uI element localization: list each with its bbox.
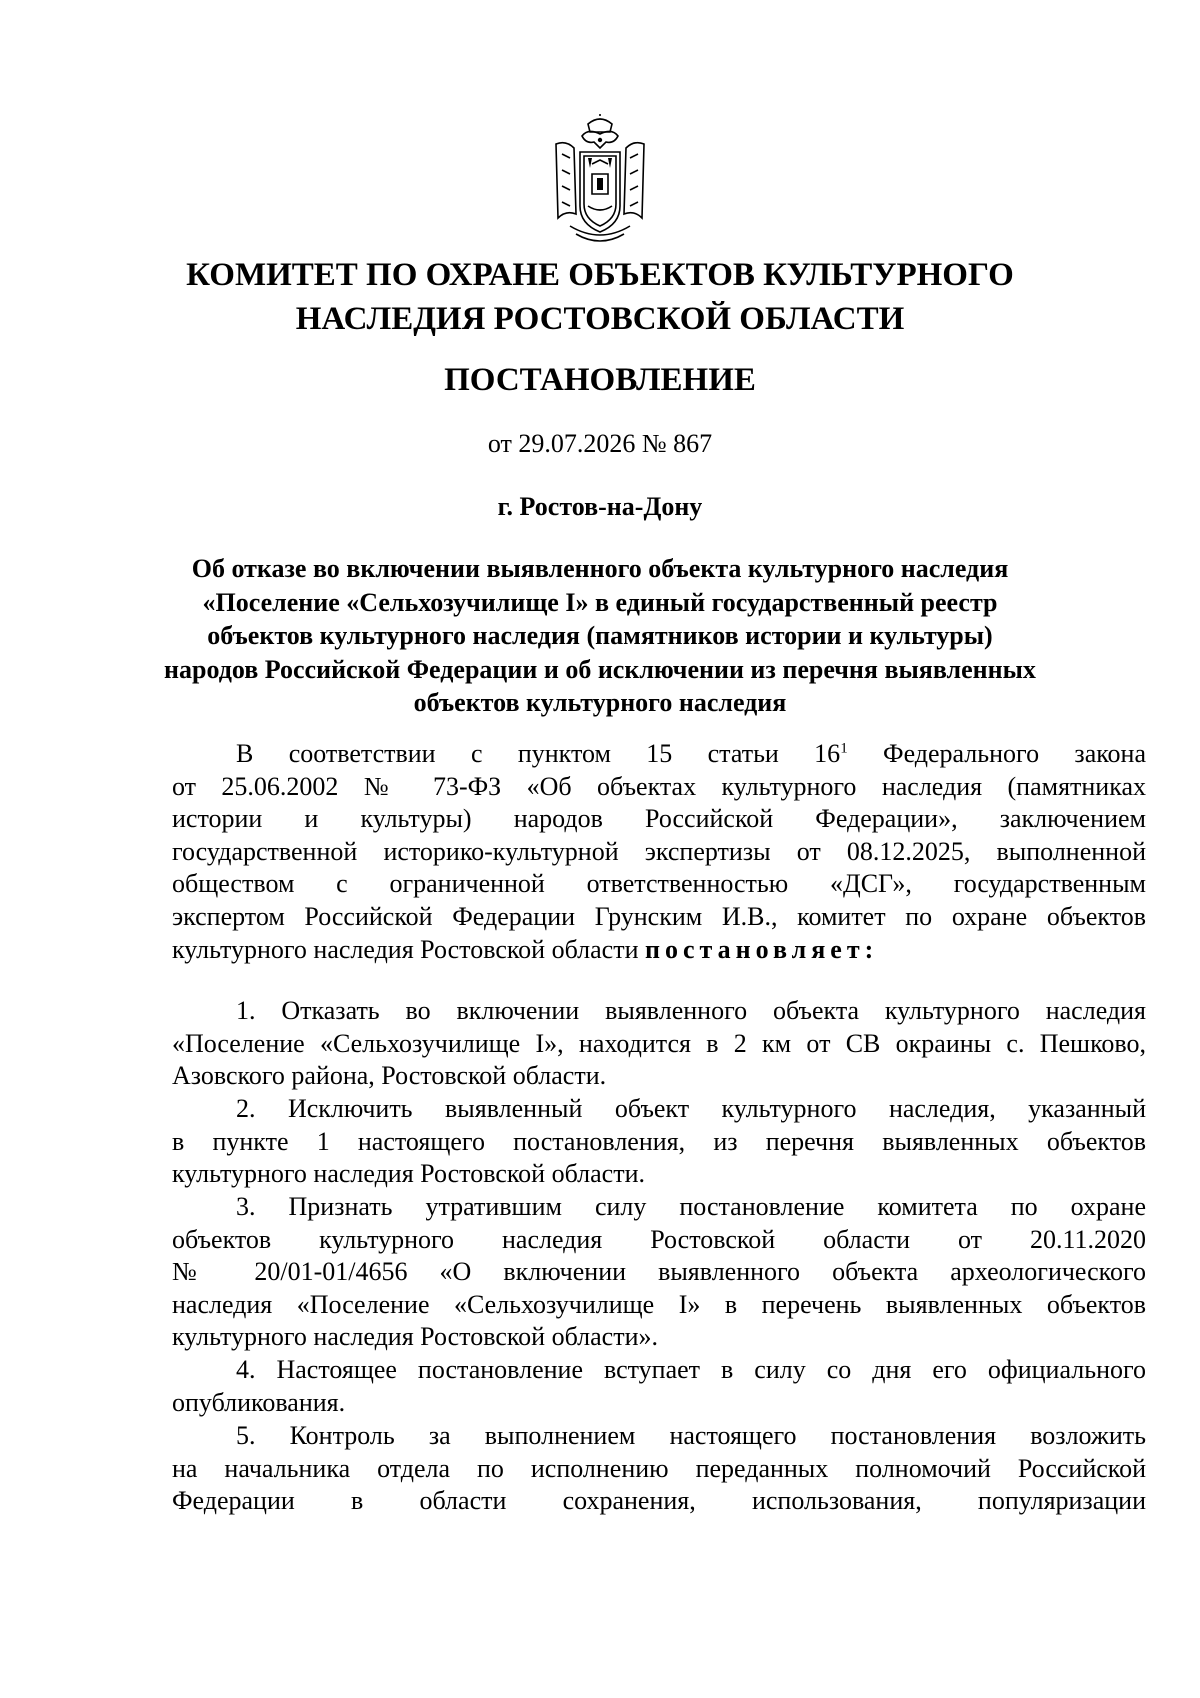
- document-city: г. Ростов-на-Дону: [497, 492, 703, 521]
- org-line-2: НАСЛЕДИЯ РОСТОВСКОЙ ОБЛАСТИ: [295, 301, 905, 337]
- clause-4: [172, 1354, 1146, 1419]
- clause-1: [172, 995, 1146, 1093]
- subject-line: объектов культурного наследия: [413, 688, 787, 717]
- document-subject: [150, 552, 1050, 720]
- subject-line: объектов культурного наследия (памятников истории и культуры): [207, 621, 993, 650]
- clause-line: 3. Признать утратившим силу постановление комитета по охране: [236, 1192, 1146, 1221]
- preamble-line: экспертом Российской Федерации Грунским И.В., комитет по охране объектов: [172, 901, 1146, 931]
- clause-line: наследия «Поселение «Сельхозучилище I» в перечень выявленных объектов: [172, 1289, 1146, 1319]
- document-type: ПОСТАНОВЛЕНИЕ: [444, 362, 756, 398]
- superscript: 1: [840, 740, 848, 757]
- clause-5: [172, 1420, 1146, 1518]
- preamble-line: В соответствии с пунктом 15 статьи $16^1$ Федерального закона: [236, 739, 1146, 768]
- subject-line: народов Российской Федерации и об исключении из перечня выявленных: [164, 654, 1036, 684]
- clause-line: культурного наследия Ростовской области.: [172, 1159, 646, 1189]
- clause-line: Азовского района, Ростовской области.: [172, 1061, 607, 1091]
- clause-line: опубликования.: [172, 1387, 346, 1417]
- coat-of-arms-icon: [548, 114, 652, 246]
- preamble-line: истории и культуры) народов Российской Федерации», заключением: [172, 804, 1146, 834]
- org-line-1: КОМИТЕТ ПО ОХРАНЕ ОБЪЕКТОВ КУЛЬТУРНОГО: [186, 257, 1014, 293]
- clause-line: культурного наследия Ростовской области».: [172, 1322, 659, 1352]
- preamble: [172, 738, 1146, 966]
- clause-line: объектов культурного наследия Ростовской области от 20.11.2020: [172, 1224, 1146, 1254]
- preamble-line: от 25.06.2002 № 73-ФЗ «Об объектах культурного наследия (памятниках: [172, 771, 1146, 801]
- preamble-line: обществом с ограниченной ответственностью «ДСГ», государственным: [172, 869, 1146, 899]
- clause-line: № 20/01-01/4656 «О включении выявленного объекта археологического: [172, 1257, 1146, 1287]
- clause-2: [172, 1093, 1146, 1191]
- preamble-line: государственной историко-культурной экспертизы от 08.12.2025, выполненной: [172, 836, 1146, 866]
- subject-line: Об отказе во включении выявленного объекта культурного наследия: [191, 554, 1009, 583]
- preamble-line: культурного наследия Ростовской области постановляет:: [172, 934, 879, 964]
- clause-line: «Поселение «Сельхозучилище I», находится в 2 км от СВ окраины с. Пешково,: [172, 1028, 1146, 1058]
- organization-name: [0, 253, 1200, 341]
- clause-line: 4. Настоящее постановление вступает в силу со дня его официального: [236, 1355, 1146, 1384]
- clause-line: Федерации в области сохранения, использования, популяризации: [172, 1486, 1146, 1516]
- clause-line: в пункте 1 настоящего постановления, из перечня выявленных объектов: [172, 1126, 1146, 1156]
- resolves-word: постановляет:: [645, 934, 879, 964]
- clause-line: 1. Отказать во включении выявленного объекта культурного наследия: [236, 996, 1146, 1025]
- clause-3: [172, 1191, 1146, 1354]
- clause-line: на начальника отдела по исполнению переданных полномочий Российской: [172, 1453, 1146, 1483]
- subject-line: «Поселение «Сельхозучилище I» в единый государственный реестр: [202, 587, 998, 617]
- document-date-number: от 29.07.2026 № 867: [487, 429, 713, 458]
- clause-line: 2. Исключить выявленный объект культурного наследия, указанный: [236, 1094, 1146, 1123]
- clause-line: 5. Контроль за выполнением настоящего постановления возложить: [236, 1421, 1146, 1450]
